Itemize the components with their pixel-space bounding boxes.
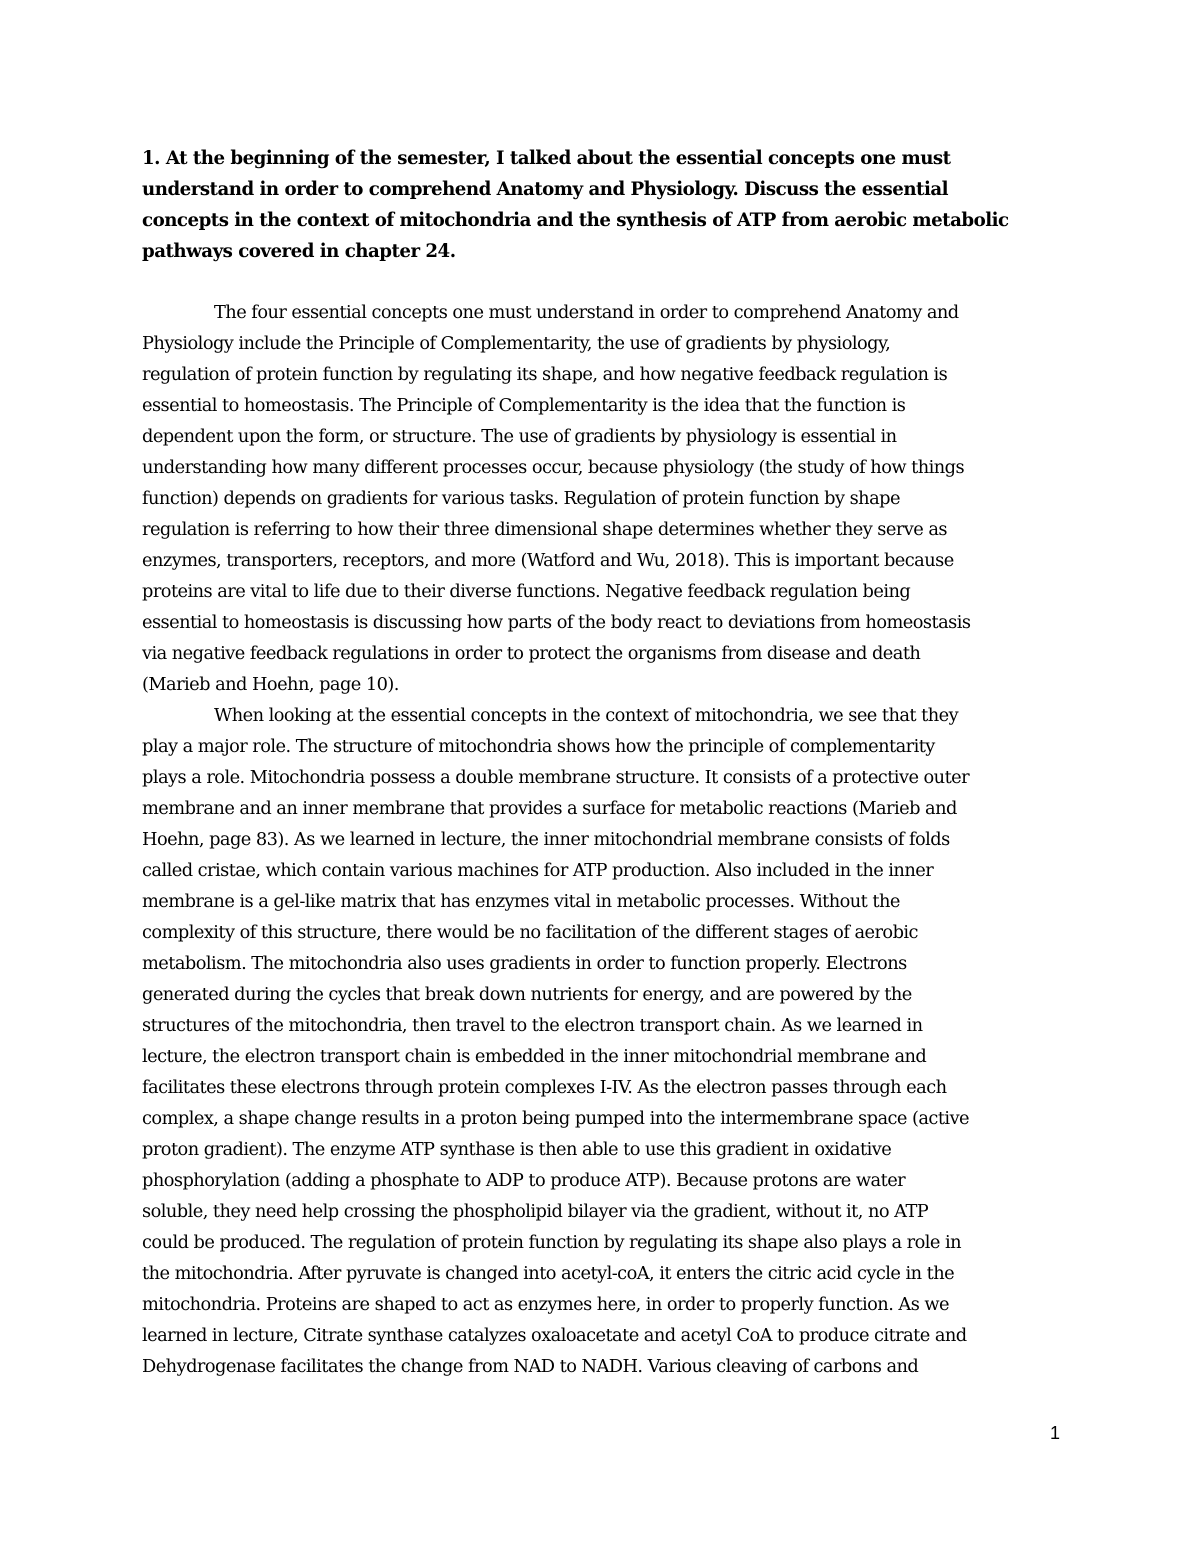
paragraph-line: metabolism. The mitochondria also uses gradients in order to function properly. Electrons	[142, 953, 907, 974]
paragraph-line: facilitates these electrons through protein complexes I-IV. As the electron passes through each	[142, 1077, 947, 1098]
paragraph-line: learned in lecture, Citrate synthase catalyzes oxaloacetate and acetyl CoA to produce citrate and	[142, 1325, 967, 1346]
paragraph-line: essential to homeostasis. The Principle of Complementarity is the idea that the function is	[142, 395, 906, 416]
paragraph-line: plays a role. Mitochondria possess a double membrane structure. It consists of a protective outer	[142, 767, 970, 788]
paragraph-line: enzymes, transporters, receptors, and more (Watford and Wu, 2018). This is important because	[142, 550, 954, 571]
question-line: pathways covered in chapter 24.	[142, 241, 456, 262]
essay-body	[142, 297, 1058, 1382]
question-heading	[142, 143, 1058, 267]
paragraph-line: phosphorylation (adding a phosphate to ADP to produce ATP). Because protons are water	[142, 1170, 906, 1191]
paragraph-line: soluble, they need help crossing the phospholipid bilayer via the gradient, without it, no ATP	[142, 1201, 929, 1222]
paragraph-line: The four essential concepts one must understand in order to comprehend Anatomy and	[214, 302, 959, 323]
paragraph-line: structures of the mitochondria, then travel to the electron transport chain. As we learned in	[142, 1015, 923, 1036]
paragraph-line: Dehydrogenase facilitates the change from NAD to NADH. Various cleaving of carbons and	[142, 1356, 919, 1377]
paragraph-line: complexity of this structure, there would be no facilitation of the different stages of aerobic	[142, 922, 918, 943]
paragraph-line: play a major role. The structure of mitochondria shows how the principle of complementarity	[142, 736, 935, 757]
paragraph-line: (Marieb and Hoehn, page 10).	[142, 674, 399, 695]
paragraph-line: Hoehn, page 83). As we learned in lecture, the inner mitochondrial membrane consists of folds	[142, 829, 950, 850]
paragraph-line: could be produced. The regulation of protein function by regulating its shape also plays a role in	[142, 1232, 962, 1253]
paragraph-line: generated during the cycles that break down nutrients for energy, and are powered by the	[142, 984, 912, 1005]
paragraph-line: the mitochondria. After pyruvate is changed into acetyl-coA, it enters the citric acid cycle in the	[142, 1263, 955, 1284]
paragraph-line: function) depends on gradients for various tasks. Regulation of protein function by shape	[142, 488, 900, 509]
question-line: 1. At the beginning of the semester, I talked about the essential concepts one must	[142, 148, 951, 169]
page-number: 1	[1049, 1423, 1060, 1443]
paragraph-line: membrane is a gel-like matrix that has enzymes vital in metabolic processes. Without the	[142, 891, 900, 912]
paragraph-line: proteins are vital to life due to their diverse functions. Negative feedback regulation being	[142, 581, 911, 602]
question-line: understand in order to comprehend Anatomy and Physiology. Discuss the essential	[142, 179, 949, 200]
paragraph-line: essential to homeostasis is discussing how parts of the body react to deviations from homeostasis	[142, 612, 971, 633]
paragraph-line: mitochondria. Proteins are shaped to act as enzymes here, in order to properly function. As we	[142, 1294, 950, 1315]
question-line: concepts in the context of mitochondria and the synthesis of ATP from aerobic metabolic	[142, 210, 1009, 231]
paragraph-line: regulation of protein function by regulating its shape, and how negative feedback regulation is	[142, 364, 948, 385]
paragraph-line: lecture, the electron transport chain is embedded in the inner mitochondrial membrane and	[142, 1046, 927, 1067]
paragraph-line: dependent upon the form, or structure. The use of gradients by physiology is essential in	[142, 426, 897, 447]
paragraph-line: regulation is referring to how their three dimensional shape determines whether they serve as	[142, 519, 947, 540]
paragraph-line: When looking at the essential concepts in the context of mitochondria, we see that they	[214, 705, 959, 726]
paragraph-line: via negative feedback regulations in order to protect the organisms from disease and death	[142, 643, 921, 664]
paragraph-line: membrane and an inner membrane that provides a surface for metabolic reactions (Marieb and	[142, 798, 957, 819]
paragraph-line: understanding how many different processes occur, because physiology (the study of how things	[142, 457, 965, 478]
paragraph-line: Physiology include the Principle of Complementarity, the use of gradients by physiology,	[142, 333, 891, 354]
paragraph-line: proton gradient). The enzyme ATP synthase is then able to use this gradient in oxidative	[142, 1139, 892, 1160]
paragraph-line: complex, a shape change results in a proton being pumped into the intermembrane space (active	[142, 1108, 970, 1129]
paragraph-line: called cristae, which contain various machines for ATP production. Also included in the inner	[142, 860, 934, 881]
